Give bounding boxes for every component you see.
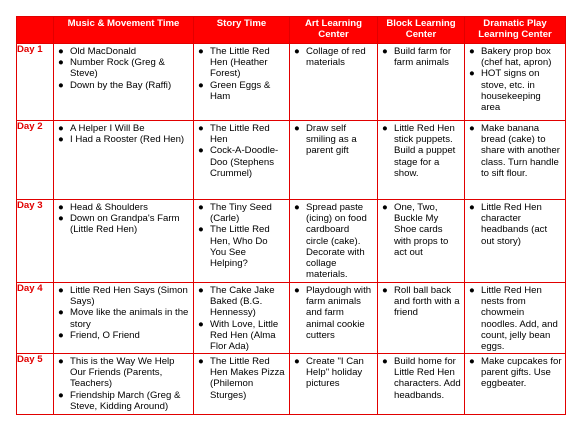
activity-text: Cock-A-Doodle-Doo (Stephens Crummel) <box>210 145 279 179</box>
activity-list <box>290 283 377 341</box>
activity-list <box>465 121 565 179</box>
activity-text: Little Red Hen nests from chowmein noodles. Add, and count, jelly bean eggs. <box>481 285 558 353</box>
schedule-body <box>17 44 566 415</box>
header-music-movement: Music & Movement Time <box>54 17 194 44</box>
bullet-icon: ● <box>198 145 204 157</box>
list-item <box>382 356 461 401</box>
story-time-cell <box>194 354 290 415</box>
activity-text: Little Red Hen character headbands (act out story) <box>481 202 548 247</box>
activity-text: Down by the Bay (Raffi) <box>70 79 172 91</box>
bullet-icon: ● <box>382 46 388 57</box>
list-item <box>198 285 286 319</box>
activity-list <box>378 283 464 319</box>
activity-text: HOT signs on stove, etc. in housekeeping area <box>481 68 541 114</box>
lesson-plan-table <box>16 16 566 415</box>
bullet-icon: ● <box>198 123 204 134</box>
art-center-cell <box>290 354 378 415</box>
bullet-icon: ● <box>294 356 300 367</box>
activity-list <box>290 200 377 280</box>
bullet-icon: ● <box>58 134 64 146</box>
list-item <box>382 285 461 319</box>
activity-text: Spread paste (icing) on food cardboard circle (cake). Decorate with collage materials. <box>306 202 367 281</box>
day-label: Day 2 <box>17 121 54 200</box>
list-item <box>469 285 562 352</box>
activity-text: Friendship March (Greg & Steve, Kidding Around) <box>70 389 181 412</box>
bullet-icon: ● <box>58 57 64 69</box>
list-item <box>58 356 190 390</box>
activity-list <box>290 44 377 68</box>
list-item <box>469 123 562 179</box>
activity-list <box>194 44 289 102</box>
bullet-icon: ● <box>198 356 204 367</box>
list-item <box>58 57 190 79</box>
list-item <box>58 80 190 91</box>
activity-text: Playdough with farm animals and farm animal cookie cutters <box>306 285 372 341</box>
header-art-center: Art Learning Center <box>290 17 378 44</box>
activity-list <box>54 283 193 341</box>
block-center-cell <box>378 121 465 200</box>
list-item <box>198 224 286 269</box>
dramatic-play-cell <box>465 121 566 200</box>
art-center-cell <box>290 200 378 283</box>
table-row <box>17 283 566 354</box>
activity-text: One, Two, Buckle My Shoe cards with props to act out <box>394 202 449 258</box>
story-time-cell <box>194 44 290 121</box>
activity-text: The Little Red Hen, Who Do You See Helping? <box>210 224 270 270</box>
activity-list <box>54 121 193 145</box>
dramatic-play-cell <box>465 44 566 121</box>
story-time-cell <box>194 283 290 354</box>
list-item <box>469 46 562 68</box>
list-item <box>58 285 190 307</box>
activity-list <box>194 121 289 179</box>
list-item <box>382 46 461 68</box>
bullet-icon: ● <box>58 356 64 367</box>
bullet-icon: ● <box>294 285 300 296</box>
activity-list <box>54 44 193 91</box>
music-movement-cell <box>54 200 194 283</box>
bullet-icon: ● <box>198 79 204 91</box>
activity-text: Build home for Little Red Hen characters. Add headbands. <box>394 356 461 401</box>
music-movement-cell <box>54 354 194 415</box>
activity-text: Build farm for farm animals <box>394 46 452 69</box>
bullet-icon: ● <box>382 202 388 213</box>
activity-text: The Little Red Hen Makes Pizza (Philemon Sturges) <box>210 356 285 401</box>
bullet-icon: ● <box>58 285 64 296</box>
bullet-icon: ● <box>469 123 475 134</box>
activity-list <box>194 283 289 352</box>
bullet-icon: ● <box>382 285 388 296</box>
dramatic-play-cell <box>465 283 566 354</box>
bullet-icon: ● <box>198 224 204 236</box>
activity-list <box>290 121 377 157</box>
activity-text: Collage of red materials <box>306 46 366 69</box>
activity-text: Little Red Hen Says (Simon Says) <box>70 285 188 308</box>
bullet-icon: ● <box>58 213 64 225</box>
bullet-icon: ● <box>382 356 388 367</box>
activity-text: This is the Way We Help Our Friends (Parents, Teachers) <box>70 356 175 390</box>
activity-text: Move like the animals in the story <box>70 307 189 330</box>
activity-text: Bakery prop box (chef hat, apron) <box>481 46 552 69</box>
activity-text: Roll ball back and forth with a friend <box>394 285 460 319</box>
activity-list <box>194 200 289 269</box>
dramatic-play-cell <box>465 200 566 283</box>
activity-text: The Cake Jake Baked (B.G. Hennessy) <box>210 285 275 319</box>
bullet-icon: ● <box>469 356 475 367</box>
activity-list <box>54 354 193 412</box>
activity-text: Old MacDonald <box>70 46 137 57</box>
list-item <box>294 46 374 68</box>
activity-list <box>54 200 193 236</box>
list-item <box>198 202 286 224</box>
list-item <box>58 123 190 134</box>
bullet-icon: ● <box>58 307 64 319</box>
music-movement-cell <box>54 121 194 200</box>
table-row <box>17 121 566 200</box>
bullet-icon: ● <box>382 123 388 134</box>
list-item <box>294 285 374 341</box>
list-item <box>58 134 190 145</box>
bullet-icon: ● <box>198 318 204 330</box>
list-item <box>198 46 286 80</box>
activity-text: Draw self smiling as a parent gift <box>306 123 357 157</box>
art-center-cell <box>290 283 378 354</box>
header-dramatic-play-center: Dramatic Play Learning Center <box>465 17 566 44</box>
activity-list <box>465 44 565 113</box>
list-item <box>294 202 374 280</box>
activity-text: Down on Grandpa's Farm (Little Red Hen) <box>70 213 180 236</box>
bullet-icon: ● <box>469 202 475 213</box>
activity-text: Number Rock (Greg & Steve) <box>70 57 165 80</box>
header-day <box>17 17 54 44</box>
list-item <box>58 202 190 213</box>
bullet-icon: ● <box>469 285 475 296</box>
activity-list <box>378 44 464 68</box>
day-label: Day 4 <box>17 283 54 354</box>
header-story-time: Story Time <box>194 17 290 44</box>
list-item <box>198 80 286 102</box>
activity-text: Make cupcakes for parent gifts. Use eggbeater. <box>481 356 562 390</box>
block-center-cell <box>378 283 465 354</box>
activity-list <box>194 354 289 401</box>
day-label: Day 1 <box>17 44 54 121</box>
table-row <box>17 354 566 415</box>
list-item <box>58 390 190 412</box>
list-item <box>382 123 461 179</box>
activity-text: A Helper I Will Be <box>70 123 145 134</box>
block-center-cell <box>378 200 465 283</box>
activity-text: Friend, O Friend <box>70 329 140 341</box>
block-center-cell <box>378 44 465 121</box>
music-movement-cell <box>54 44 194 121</box>
list-item <box>294 356 374 390</box>
header-row <box>17 17 566 44</box>
bullet-icon: ● <box>198 202 204 213</box>
bullet-icon: ● <box>58 389 64 401</box>
activity-list <box>378 354 464 401</box>
activity-text: Make banana bread (cake) to share with another class. Turn handle to sift flour. <box>481 123 560 179</box>
activity-text: Head & Shoulders <box>70 202 148 213</box>
block-center-cell <box>378 354 465 415</box>
list-item <box>198 123 286 145</box>
day-label: Day 3 <box>17 200 54 283</box>
list-item <box>58 213 190 235</box>
list-item <box>294 123 374 157</box>
header-block-center: Block Learning Center <box>378 17 465 44</box>
activity-list <box>378 200 464 258</box>
story-time-cell <box>194 121 290 200</box>
list-item <box>469 68 562 113</box>
activity-list <box>378 121 464 179</box>
activity-text: I Had a Rooster (Red Hen) <box>70 134 185 146</box>
activity-text: The Little Red Hen (Heather Forest) <box>210 46 270 80</box>
bullet-icon: ● <box>294 123 300 134</box>
activity-text: With Love, Little Red Hen (Alma Flor Ada) <box>210 318 279 353</box>
music-movement-cell <box>54 283 194 354</box>
table-row <box>17 200 566 283</box>
activity-text: Create "I Can Help" holiday pictures <box>306 356 364 390</box>
bullet-icon: ● <box>198 285 204 296</box>
bullet-icon: ● <box>58 329 64 341</box>
list-item <box>58 330 190 341</box>
list-item <box>198 356 286 401</box>
list-item <box>382 202 461 258</box>
list-item <box>198 145 286 179</box>
bullet-icon: ● <box>469 68 475 80</box>
activity-text: Little Red Hen stick puppets. Build a puppet stage for a show. <box>394 123 456 179</box>
list-item <box>469 356 562 390</box>
list-item <box>58 46 190 57</box>
art-center-cell <box>290 121 378 200</box>
activity-text: Green Eggs & Ham <box>210 79 271 102</box>
table-row <box>17 44 566 121</box>
activity-list <box>465 283 565 352</box>
list-item <box>469 202 562 247</box>
activity-list <box>465 200 565 247</box>
dramatic-play-cell <box>465 354 566 415</box>
bullet-icon: ● <box>58 123 64 134</box>
story-time-cell <box>194 200 290 283</box>
art-center-cell <box>290 44 378 121</box>
bullet-icon: ● <box>58 202 64 213</box>
activity-list <box>290 354 377 390</box>
activity-text: The Tiny Seed (Carle) <box>210 202 272 225</box>
bullet-icon: ● <box>294 202 300 213</box>
bullet-icon: ● <box>469 46 475 57</box>
day-label: Day 5 <box>17 354 54 415</box>
list-item <box>58 307 190 329</box>
activity-list <box>465 354 565 390</box>
bullet-icon: ● <box>294 46 300 57</box>
bullet-icon: ● <box>198 46 204 57</box>
activity-text: The Little Red Hen <box>210 123 270 146</box>
bullet-icon: ● <box>58 46 64 57</box>
list-item <box>198 319 286 353</box>
bullet-icon: ● <box>58 79 64 91</box>
